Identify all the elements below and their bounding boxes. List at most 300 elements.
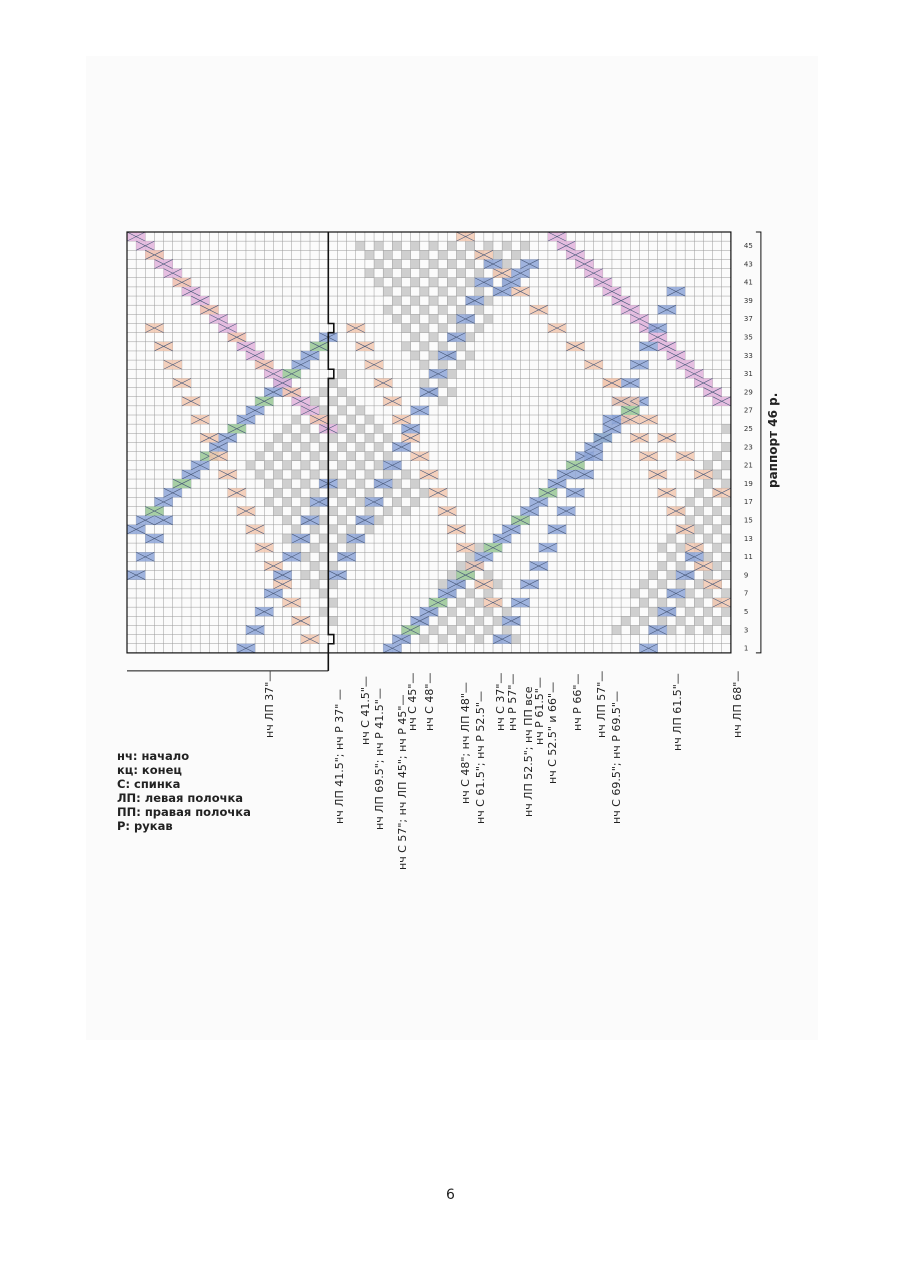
shaded-cell <box>438 269 447 278</box>
shaded-cell <box>356 241 365 250</box>
shaded-cell <box>383 269 392 278</box>
shaded-cell <box>502 259 511 268</box>
shaded-cell <box>374 278 383 287</box>
shaded-cell <box>310 397 319 406</box>
shaded-cell <box>328 378 337 387</box>
shaded-cell <box>639 616 648 625</box>
row-number: 29 <box>743 388 753 397</box>
row-number: 45 <box>743 242 753 251</box>
shaded-cell <box>337 424 346 433</box>
shaded-cell <box>475 269 484 278</box>
shaded-cell <box>402 269 411 278</box>
shaded-cell <box>328 543 337 552</box>
shaded-cell <box>356 424 365 433</box>
rapport-label: раппорт 46 р. <box>766 392 780 488</box>
shaded-cell <box>685 516 694 525</box>
shaded-cell <box>347 433 356 442</box>
shaded-cell <box>392 296 401 305</box>
shaded-cell <box>429 259 438 268</box>
start-marker-label: нч С 45"— <box>406 672 419 732</box>
shaded-cell <box>319 406 328 415</box>
shaded-cell <box>456 598 465 607</box>
shaded-cell <box>667 625 676 634</box>
shaded-cell <box>713 616 722 625</box>
shaded-cell <box>658 616 667 625</box>
row-number: 27 <box>743 406 753 415</box>
shaded-cell <box>273 507 282 516</box>
shaded-cell <box>365 452 374 461</box>
shaded-cell <box>493 580 502 589</box>
shaded-cell <box>703 461 712 470</box>
shaded-cell <box>310 561 319 570</box>
row-number: 23 <box>743 443 753 452</box>
shaded-cell <box>273 470 282 479</box>
shaded-cell <box>466 625 475 634</box>
shaded-cell <box>347 470 356 479</box>
shaded-cell <box>383 452 392 461</box>
shaded-cell <box>703 516 712 525</box>
shaded-cell <box>703 497 712 506</box>
shaded-cell <box>438 360 447 369</box>
shaded-cell <box>438 250 447 259</box>
shaded-cell <box>456 287 465 296</box>
shaded-cell <box>484 625 493 634</box>
shaded-cell <box>639 580 648 589</box>
shaded-cell <box>328 616 337 625</box>
shaded-cell <box>283 479 292 488</box>
shaded-cell <box>484 296 493 305</box>
shaded-cell <box>649 607 658 616</box>
row-number: 43 <box>743 260 753 269</box>
shaded-cell <box>466 259 475 268</box>
shaded-cell <box>283 534 292 543</box>
shaded-cell <box>621 616 630 625</box>
shaded-cell <box>420 324 429 333</box>
shaded-cell <box>713 452 722 461</box>
shaded-cell <box>411 479 420 488</box>
start-marker-label: нч ЛП 61.5"— <box>671 673 684 752</box>
shaded-cell <box>429 278 438 287</box>
shaded-cell <box>292 415 301 424</box>
shaded-cell <box>722 442 731 451</box>
shaded-cell <box>374 424 383 433</box>
shaded-cell <box>310 525 319 534</box>
shaded-cell <box>402 507 411 516</box>
start-marker-label: нч ЛП 52.5"; нч ПП все <box>522 686 535 818</box>
shaded-cell <box>722 516 731 525</box>
start-marker-label: нч С 41.5"— <box>359 675 372 745</box>
shaded-cell <box>639 598 648 607</box>
start-marker-label: нч С 48"; нч ЛП 48"— <box>459 682 472 804</box>
shaded-cell <box>337 388 346 397</box>
shaded-cell <box>520 241 529 250</box>
shaded-cell <box>356 461 365 470</box>
shaded-cell <box>365 470 374 479</box>
shaded-cell <box>310 543 319 552</box>
legend-item: ПП: правая полочка <box>117 805 251 819</box>
shaded-cell <box>365 488 374 497</box>
shaded-cell <box>411 278 420 287</box>
shaded-cell <box>420 488 429 497</box>
shaded-cell <box>475 305 484 314</box>
shaded-cell <box>502 607 511 616</box>
shaded-cell <box>475 287 484 296</box>
shaded-cell <box>658 580 667 589</box>
shaded-cell <box>466 589 475 598</box>
shaded-cell <box>337 497 346 506</box>
shaded-cell <box>456 305 465 314</box>
start-marker-label: нч ЛП 37"— <box>263 670 276 738</box>
start-marker-label: нч С 52.5" и 66"— <box>546 682 559 785</box>
shaded-cell <box>713 507 722 516</box>
shaded-cell <box>466 607 475 616</box>
shaded-cell <box>402 488 411 497</box>
shaded-cell <box>676 598 685 607</box>
shaded-cell <box>255 470 264 479</box>
shaded-cell <box>420 378 429 387</box>
shaded-cell <box>347 452 356 461</box>
shaded-cell <box>402 250 411 259</box>
shaded-cell <box>328 452 337 461</box>
start-marker-label: нч С 61.5"; нч Р 52.5"— <box>474 690 487 824</box>
row-number: 17 <box>743 498 753 507</box>
shaded-cell <box>502 625 511 634</box>
shaded-cell <box>456 269 465 278</box>
shaded-cell <box>667 534 676 543</box>
shaded-cell <box>713 561 722 570</box>
shaded-cell <box>264 479 273 488</box>
shaded-cell <box>328 598 337 607</box>
shaded-cell <box>383 507 392 516</box>
legend-item: ЛП: левая полочка <box>117 791 244 805</box>
shaded-cell <box>630 625 639 634</box>
shaded-cell <box>447 388 456 397</box>
shaded-cell <box>658 598 667 607</box>
shaded-cell <box>429 351 438 360</box>
shaded-cell <box>374 241 383 250</box>
shaded-cell <box>429 314 438 323</box>
shaded-cell <box>466 278 475 287</box>
shaded-cell <box>475 598 484 607</box>
shaded-cell <box>420 269 429 278</box>
shaded-cell <box>319 388 328 397</box>
row-number: 31 <box>743 370 753 379</box>
shaded-cell <box>694 488 703 497</box>
shaded-cell <box>438 616 447 625</box>
shaded-cell <box>456 250 465 259</box>
shaded-cell <box>328 397 337 406</box>
shaded-cell <box>392 259 401 268</box>
shaded-cell <box>438 324 447 333</box>
shaded-cell <box>429 241 438 250</box>
shaded-cell <box>722 497 731 506</box>
shaded-cell <box>420 305 429 314</box>
start-marker-label: нч С 57"; нч ЛП 45"; нч Р 45"— <box>396 694 409 870</box>
shaded-cell <box>411 241 420 250</box>
shaded-cell <box>356 406 365 415</box>
shaded-cell <box>694 598 703 607</box>
shaded-cell <box>301 424 310 433</box>
shaded-cell <box>383 305 392 314</box>
shaded-cell <box>694 580 703 589</box>
shaded-cell <box>328 488 337 497</box>
shaded-cell <box>447 259 456 268</box>
shaded-cell <box>456 324 465 333</box>
shaded-cell <box>264 497 273 506</box>
shaded-cell <box>273 488 282 497</box>
shaded-cell <box>447 278 456 287</box>
shaded-cell <box>365 250 374 259</box>
shaded-cell <box>347 543 356 552</box>
row-number: 19 <box>743 479 753 488</box>
shaded-cell <box>630 607 639 616</box>
shaded-cell <box>402 305 411 314</box>
shaded-cell <box>667 552 676 561</box>
shaded-cell <box>383 287 392 296</box>
shaded-cell <box>420 287 429 296</box>
legend-item: нч: начало <box>117 749 190 763</box>
shaded-cell <box>392 497 401 506</box>
shaded-cell <box>456 342 465 351</box>
shaded-cell <box>292 507 301 516</box>
shaded-cell <box>301 497 310 506</box>
shaded-cell <box>667 571 676 580</box>
shaded-cell <box>466 333 475 342</box>
start-marker-label: нч С 69.5"; нч Р 69.5"— <box>610 690 623 824</box>
shaded-cell <box>612 625 621 634</box>
shaded-cell <box>685 589 694 598</box>
shaded-cell <box>649 571 658 580</box>
shaded-cell <box>411 259 420 268</box>
shaded-cell <box>676 561 685 570</box>
shaded-cell <box>429 333 438 342</box>
shaded-cell <box>337 369 346 378</box>
shaded-cell <box>703 607 712 616</box>
shaded-cell <box>411 296 420 305</box>
shaded-cell <box>402 287 411 296</box>
shaded-cell <box>310 488 319 497</box>
row-number: 1 <box>743 644 749 653</box>
shaded-cell <box>703 534 712 543</box>
shaded-cell <box>319 552 328 561</box>
shaded-cell <box>328 525 337 534</box>
shaded-cell <box>356 479 365 488</box>
shaded-cell <box>383 433 392 442</box>
row-number: 21 <box>743 461 753 470</box>
legend-item: Р: рукав <box>117 819 173 833</box>
shaded-cell <box>722 534 731 543</box>
shaded-cell <box>264 442 273 451</box>
shaded-cell <box>292 525 301 534</box>
shaded-cell <box>273 433 282 442</box>
shaded-cell <box>347 507 356 516</box>
shaded-cell <box>283 497 292 506</box>
shaded-cell <box>374 461 383 470</box>
shaded-cell <box>283 424 292 433</box>
shaded-cell <box>676 580 685 589</box>
shaded-cell <box>429 296 438 305</box>
start-marker-label: нч Р 61.5"— <box>533 676 546 745</box>
shaded-cell <box>337 479 346 488</box>
shaded-cell <box>246 461 255 470</box>
shaded-cell <box>264 461 273 470</box>
shaded-cell <box>694 616 703 625</box>
row-number: 41 <box>743 278 753 287</box>
shaded-cell <box>447 571 456 580</box>
shaded-cell <box>456 561 465 570</box>
shaded-cell <box>685 534 694 543</box>
shaded-cell <box>649 589 658 598</box>
shaded-cell <box>328 580 337 589</box>
start-marker-label: нч Р 66"— <box>571 674 584 732</box>
shaded-cell <box>310 470 319 479</box>
shaded-cell <box>411 351 420 360</box>
shaded-cell <box>319 516 328 525</box>
shaded-cell <box>713 543 722 552</box>
shaded-cell <box>356 497 365 506</box>
shaded-cell <box>292 470 301 479</box>
shaded-cell <box>484 314 493 323</box>
shaded-cell <box>310 452 319 461</box>
shaded-cell <box>493 616 502 625</box>
shaded-cell <box>484 571 493 580</box>
shaded-cell <box>319 442 328 451</box>
shaded-cell <box>402 342 411 351</box>
shaded-cell <box>694 525 703 534</box>
shaded-cell <box>365 269 374 278</box>
shaded-cell <box>703 571 712 580</box>
row-number: 35 <box>743 333 753 342</box>
row-number: 33 <box>743 351 753 360</box>
shaded-cell <box>319 571 328 580</box>
shaded-cell <box>722 552 731 561</box>
shaded-cell <box>438 580 447 589</box>
shaded-cell <box>722 607 731 616</box>
shaded-cell <box>301 442 310 451</box>
shaded-cell <box>466 351 475 360</box>
shaded-cell <box>283 516 292 525</box>
shaded-cell <box>420 635 429 644</box>
shaded-cell <box>429 625 438 634</box>
shaded-cell <box>456 360 465 369</box>
shaded-cell <box>292 433 301 442</box>
shaded-cell <box>301 479 310 488</box>
shaded-cell <box>676 543 685 552</box>
shaded-cell <box>447 241 456 250</box>
shaded-cell <box>658 561 667 570</box>
shaded-cell <box>694 507 703 516</box>
shaded-cell <box>356 442 365 451</box>
shaded-cell <box>310 433 319 442</box>
shaded-cell <box>392 241 401 250</box>
start-marker-label: нч ЛП 68"— <box>731 670 744 738</box>
shaded-cell <box>703 552 712 561</box>
shaded-cell <box>420 360 429 369</box>
shaded-cell <box>337 534 346 543</box>
shaded-cell <box>456 616 465 625</box>
shaded-cell <box>722 625 731 634</box>
shaded-cell <box>301 571 310 580</box>
shaded-cell <box>328 561 337 570</box>
shaded-cell <box>337 461 346 470</box>
shaded-cell <box>292 452 301 461</box>
shaded-cell <box>685 607 694 616</box>
shaded-cell <box>438 635 447 644</box>
shaded-cell <box>511 250 520 259</box>
shaded-cell <box>630 589 639 598</box>
shaded-cell <box>466 552 475 561</box>
shaded-cell <box>328 415 337 424</box>
shaded-cell <box>713 525 722 534</box>
row-number: 9 <box>743 571 749 580</box>
shaded-cell <box>365 433 374 442</box>
shaded-cell <box>347 525 356 534</box>
shaded-cell <box>383 488 392 497</box>
shaded-cell <box>447 314 456 323</box>
shaded-cell <box>411 314 420 323</box>
shaded-cell <box>676 616 685 625</box>
shaded-cell <box>411 333 420 342</box>
shaded-cell <box>447 296 456 305</box>
row-number: 15 <box>743 516 753 525</box>
shaded-cell <box>475 324 484 333</box>
shaded-cell <box>685 497 694 506</box>
shaded-cell <box>392 278 401 287</box>
row-number: 5 <box>743 608 749 617</box>
shaded-cell <box>255 452 264 461</box>
shaded-cell <box>328 433 337 442</box>
shaded-cell <box>347 488 356 497</box>
shaded-cell <box>374 259 383 268</box>
shaded-cell <box>438 397 447 406</box>
shaded-cell <box>722 424 731 433</box>
shaded-cell <box>484 589 493 598</box>
shaded-cell <box>337 516 346 525</box>
shaded-cell <box>447 607 456 616</box>
shaded-cell <box>438 287 447 296</box>
row-number: 39 <box>743 296 753 305</box>
legend <box>117 749 251 833</box>
row-number: 37 <box>743 315 753 324</box>
shaded-cell <box>337 442 346 451</box>
shaded-cell <box>502 241 511 250</box>
shaded-cell <box>703 625 712 634</box>
shaded-cell <box>447 369 456 378</box>
shaded-cell <box>319 589 328 598</box>
row-number: 13 <box>743 534 753 543</box>
start-marker-label: нч Р 57"— <box>506 674 519 732</box>
shaded-cell <box>475 543 484 552</box>
row-number: 7 <box>743 589 749 598</box>
shaded-cell <box>374 516 383 525</box>
shaded-cell <box>392 314 401 323</box>
page-number: 6 <box>446 1187 455 1203</box>
shaded-cell <box>438 378 447 387</box>
shaded-cell <box>347 397 356 406</box>
shaded-cell <box>511 635 520 644</box>
shaded-cell <box>722 571 731 580</box>
shaded-cell <box>392 479 401 488</box>
shaded-cell <box>402 324 411 333</box>
shaded-cell <box>319 461 328 470</box>
shaded-cell <box>420 250 429 259</box>
legend-item: кц: конец <box>117 763 182 777</box>
shaded-cell <box>722 461 731 470</box>
shaded-cell <box>328 470 337 479</box>
start-marker-label: нч ЛП 69.5"; нч Р 41.5"— <box>373 688 386 831</box>
shaded-cell <box>383 250 392 259</box>
shaded-cell <box>713 470 722 479</box>
